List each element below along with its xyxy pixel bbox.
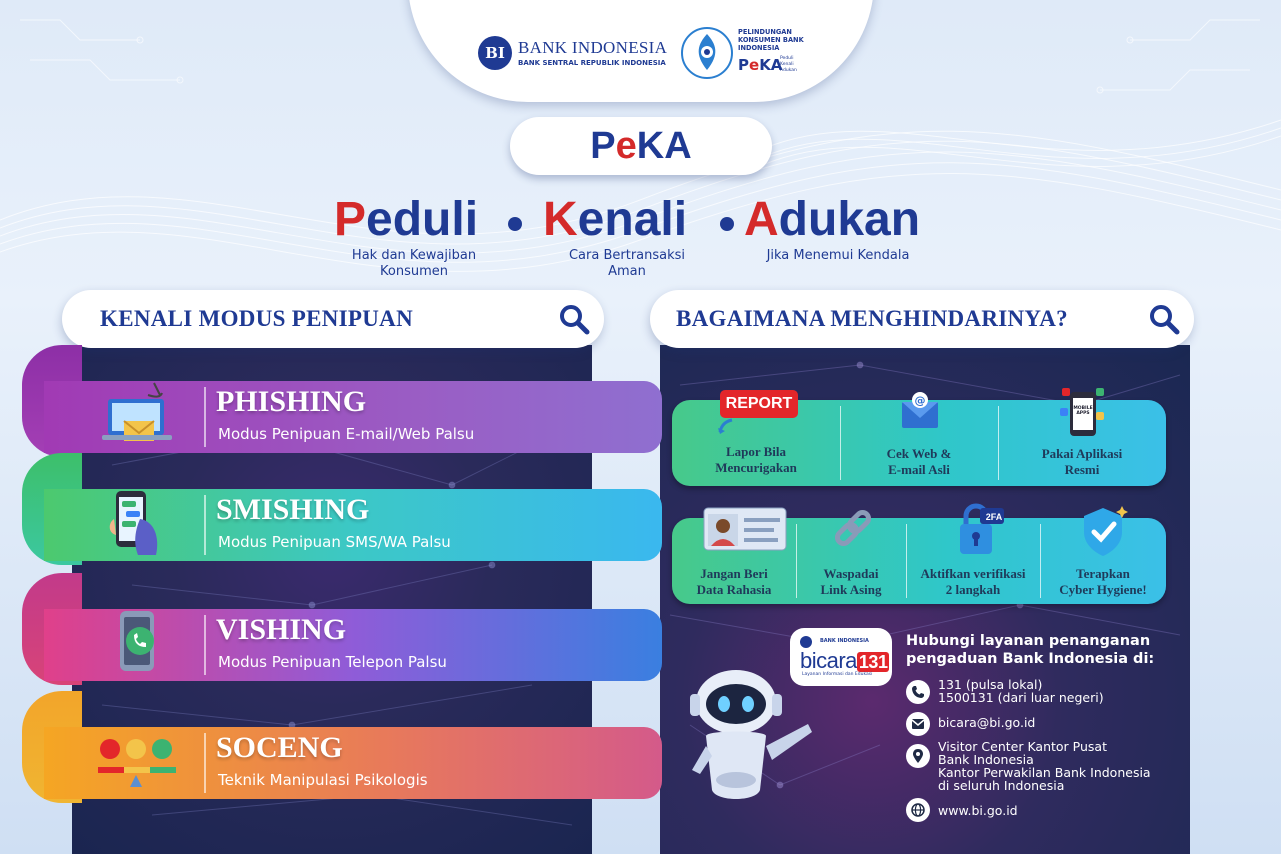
- fraud-modes-heading-text: KENALI MODUS PENIPUAN: [100, 306, 413, 331]
- ribbon-divider: [204, 387, 206, 447]
- contact-title: Hubungi layanan penanganan pengaduan Bank Indonesia di:: [906, 633, 1155, 667]
- arrow-icon: [716, 416, 736, 436]
- ribbon-divider: [204, 615, 206, 675]
- tip-no-secret-data: Jangan Beri Data Rahasia: [672, 518, 796, 604]
- peka-program-title: PELINDUNGAN KONSUMEN BANK INDONESIA: [738, 28, 804, 52]
- bank-subtitle: BANK SENTRAL REPUBLIK INDONESIA: [518, 59, 666, 67]
- tagline-dot: [720, 217, 734, 231]
- contact-email[interactable]: bicara@bi.go.id: [938, 715, 1036, 730]
- search-icon: [544, 290, 604, 348]
- bank-indonesia-logo-icon: BI: [478, 36, 512, 70]
- smishing-title: SMISHING: [216, 493, 370, 526]
- fraud-item-soceng: [22, 691, 642, 789]
- fraud-item-smishing: [22, 453, 642, 551]
- bank-name: BANK INDONESIA: [518, 38, 668, 57]
- tip-suspicious-link: Waspadai Link Asing: [796, 518, 906, 604]
- website-link[interactable]: www.bi.go.id: [938, 803, 1018, 818]
- soceng-description: Teknik Manipulasi Psikologis: [218, 771, 428, 789]
- office-locations: Visitor Center Kantor Pusat Bank Indonesia Kantor Perwakilan Bank Indonesia di seluruh Indonesia: [938, 739, 1151, 793]
- location-pin-icon: [906, 744, 930, 768]
- peka-title: P e KA: [510, 117, 772, 175]
- phone-icon: [906, 680, 930, 704]
- tip-official-app: MOBILE APPS Pakai Aplikasi Resmi: [998, 400, 1166, 486]
- bicara-wordmark: bicara 131: [800, 648, 888, 673]
- tagline-dot: [508, 217, 522, 231]
- phishing-title: PHISHING: [216, 385, 367, 418]
- soceng-title: SOCENG: [216, 731, 343, 764]
- tagline-adukan: Adukan: [744, 193, 921, 246]
- tagline-peduli-subtitle: Hak dan Kewajiban Konsumen: [351, 248, 477, 279]
- email-icon: [906, 712, 930, 736]
- tip-2fa: 2FA Aktifkan verifikasi 2 langkah: [906, 518, 1040, 604]
- tagline-kenali-subtitle: Cara Bertransaksi Aman: [568, 248, 686, 279]
- link-icon: [830, 506, 876, 556]
- tip-check-web: @ Cek Web & E-mail Asli: [840, 400, 998, 486]
- tip-cyber-hygiene: Terapkan Cyber Hygiene!: [1040, 518, 1166, 604]
- fraud-modes-heading: [62, 290, 602, 348]
- tips-row-1: [672, 394, 1166, 486]
- smishing-description: Modus Penipuan SMS/WA Palsu: [218, 533, 451, 551]
- phishing-description: Modus Penipuan E-mail/Web Palsu: [218, 425, 475, 443]
- emotion-scale-icon: [94, 727, 184, 797]
- fraud-item-phishing: [22, 345, 642, 443]
- robot-assistant-icon: [676, 660, 816, 810]
- id-card-icon: [702, 506, 788, 552]
- tagline-adukan-subtitle: Jika Menemui Kendala: [766, 248, 910, 263]
- prevention-heading-text: BAGAIMANA MENGHINDARINYA?: [676, 306, 1068, 331]
- phone-numbers: 131 (pulsa lokal) 1500131 (dari luar negeri): [938, 677, 1104, 705]
- ribbon-divider: [204, 733, 206, 793]
- email-laptop-icon: [94, 381, 184, 451]
- mobile-apps-label: MOBILE APPS: [1073, 406, 1093, 416]
- peka-small-tagline: Peduli Kenali Adukan: [780, 56, 797, 73]
- peka-small-logo: PeKA: [738, 56, 783, 74]
- search-icon: [1134, 290, 1194, 348]
- fraud-item-vishing: [22, 573, 642, 671]
- shield-check-icon: [1078, 504, 1128, 558]
- tagline-peduli: Peduli: [334, 193, 479, 246]
- prevention-heading: [650, 290, 1192, 348]
- vishing-description: Modus Penipuan Telepon Palsu: [218, 653, 447, 671]
- phone-chat-icon: [94, 489, 184, 559]
- svg-text:@: @: [914, 394, 926, 407]
- globe-icon: [906, 798, 930, 822]
- ribbon-divider: [204, 495, 206, 555]
- tips-row-2: [672, 512, 1166, 604]
- peka-emblem-icon: [680, 26, 734, 80]
- phone-call-icon: [94, 609, 184, 679]
- bicara-caption: Layanan Informasi dan Edukasi: [802, 672, 873, 677]
- email-icon: [898, 390, 942, 434]
- bi-small-icon: [800, 636, 812, 648]
- tagline-kenali: Kenali: [543, 193, 688, 246]
- vishing-title: VISHING: [216, 613, 347, 646]
- header-logo-card: [408, 0, 874, 102]
- bicara-small-label: BANK INDONESIA: [820, 638, 869, 644]
- twofa-label: 2FA: [985, 512, 1003, 522]
- tip-report: REPORT Lapor Bila Mencurigakan: [672, 400, 840, 486]
- report-badge: REPORT: [720, 390, 798, 418]
